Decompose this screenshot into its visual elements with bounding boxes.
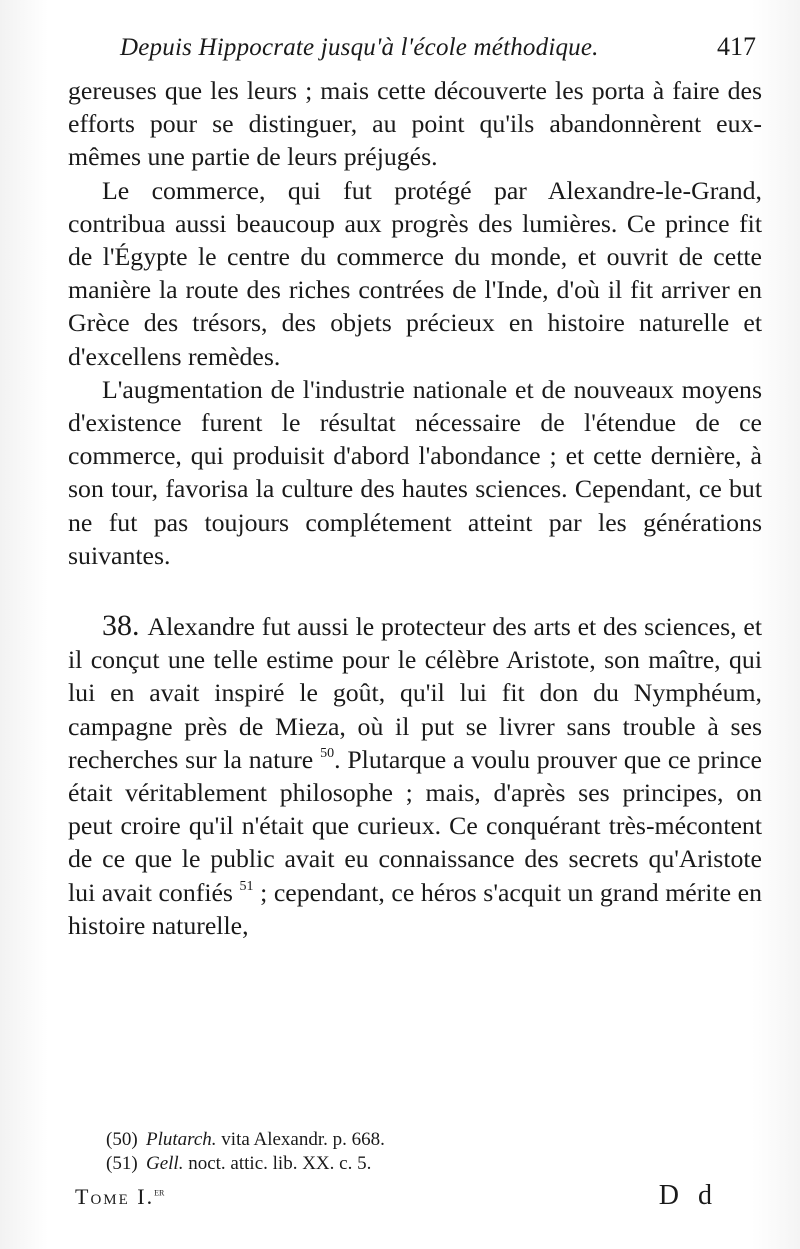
- section-38: [68, 609, 762, 942]
- paragraph-commerce: Le commerce, qui fut protégé par Alexandre-le-Grand, contribua aussi beaucoup aux progrès des lumières. Ce prince fit de l'Égypte le centre du commerce du monde, et ouvrit de cette manière la route des riches contrées de l'Inde, d'où il fit arriver en Grèce des trésors, des objets précieux en histoire naturelle et d'excellens remèdes.: [68, 175, 762, 371]
- footnote-ref-51[interactable]: 51: [239, 878, 254, 894]
- section-text-b: . Plutarque a voulu prouver que ce prince était véritablement philosophe ; mais, d'après ses principes, on peut croire qu'il n'était que curieux. Ce conquérant très-mécontent de ce que le public avait eu connaissance des secrets qu'Aristote lui avait confiés: [68, 744, 763, 907]
- section-number: 38.: [102, 609, 140, 643]
- footnote-text: noct. attic. lib. XX. c. 5.: [183, 1153, 372, 1174]
- tome-label: [75, 1184, 164, 1210]
- page-header: [120, 32, 756, 62]
- printer-signature: D d: [658, 1180, 718, 1211]
- footnote-ref-50[interactable]: 50: [320, 745, 335, 761]
- tome-sup: er: [154, 1184, 165, 1199]
- body-text: [68, 74, 762, 942]
- page-footer: [75, 1180, 718, 1212]
- footnote-50: [106, 1128, 740, 1152]
- footnote-text: vita Alexandr. p. 668.: [216, 1129, 385, 1150]
- footnote-number: (50): [106, 1129, 138, 1150]
- footnote-author: Plutarch.: [146, 1129, 217, 1150]
- paragraph-continued: gereuses que les leurs ; mais cette découverte les porta à faire des efforts pour se distinguer, au point qu'ils abandonnèrent eux-mêmes une partie de leurs préjugés.: [68, 76, 762, 172]
- footnote-author: Gell.: [146, 1153, 184, 1174]
- paragraph-industrie: L'augmentation de l'industrie nationale et de nouveaux moyens d'existence furent le résultat nécessaire de l'étendue de ce commerce, qui produisit d'abord l'abondance ; et cette dernière, à son tour, favorisa la culture des hautes sciences. Cependant, ce but ne fut pas toujours complétement atteint par les générations suivantes.: [68, 374, 762, 570]
- section-text-a: Alexandre fut aussi le protecteur des arts et des sciences, et il conçut une telle estime pour le célèbre Aristote, son maître, qui lui en avait inspiré le goût, qu'il lui fit don du Nymphéum, campagne près de Mieza, où il put se livrer sans trouble à ses recherches sur la nature: [68, 612, 762, 774]
- footnote-number: (51): [106, 1153, 138, 1174]
- footnote-51: [106, 1152, 740, 1176]
- page-number: 417: [717, 32, 756, 61]
- section-text-c: ; cependant, ce héros s'acquit un grand mérite en histoire naturelle,: [68, 877, 762, 940]
- tome-text: Tome I.: [75, 1184, 155, 1209]
- running-head: Depuis Hippocrate jusqu'à l'école méthodique.: [120, 34, 599, 61]
- footnotes: [106, 1128, 740, 1176]
